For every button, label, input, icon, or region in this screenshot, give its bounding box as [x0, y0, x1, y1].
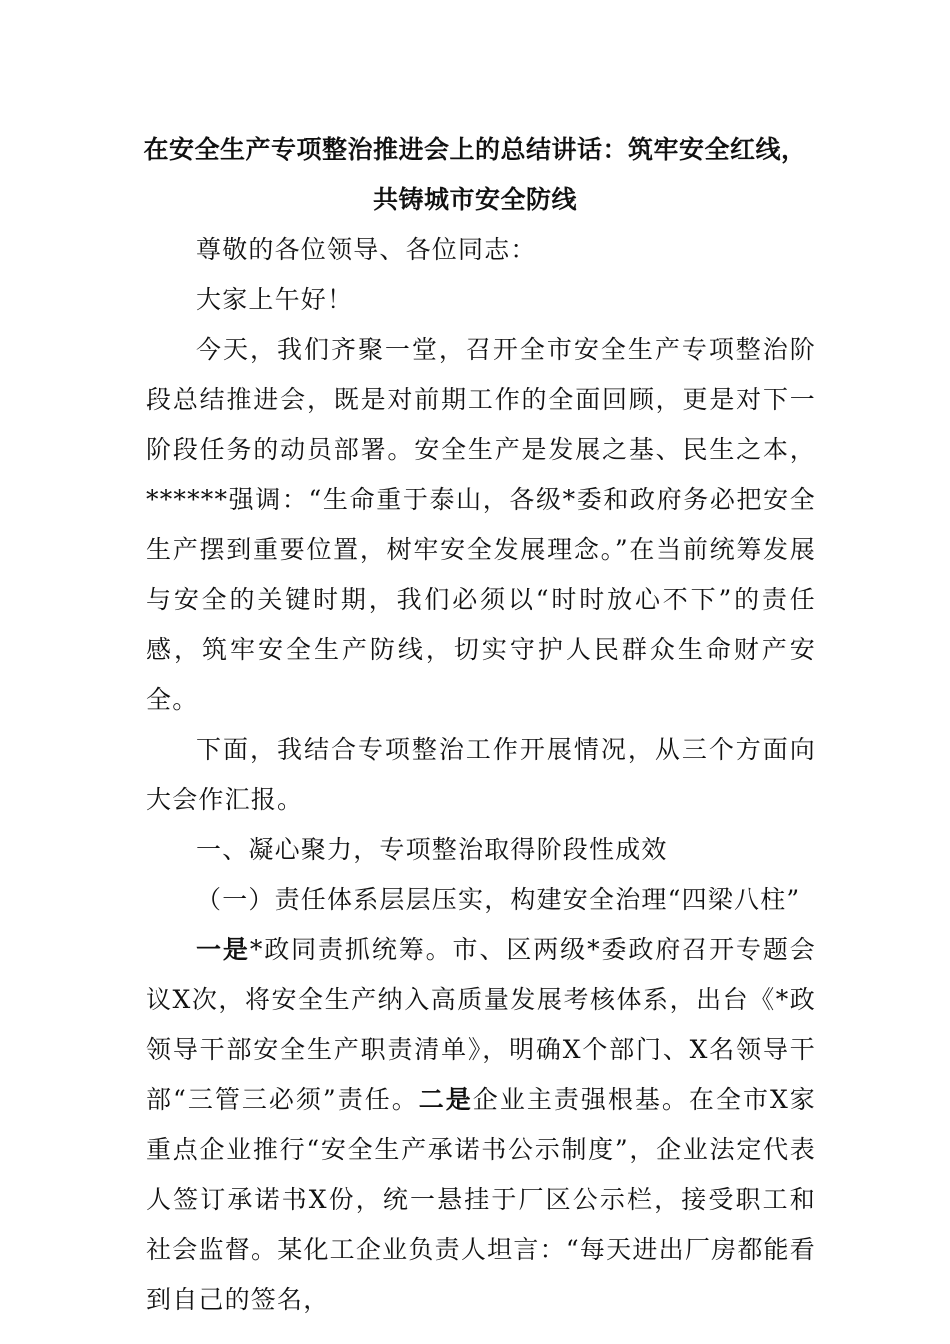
point-lead-2: 二是: [418, 1085, 473, 1114]
point-lead-1: 一是: [196, 935, 250, 964]
salutation: 尊敬的各位领导、各位同志：: [196, 235, 537, 264]
document-body: [146, 225, 816, 1325]
greeting: 大家上午好！: [196, 285, 354, 314]
outline-paragraph: 下面，我结合专项整治工作开展情况，从三个方面向大会作汇报。: [146, 735, 816, 814]
points-paragraph: [146, 925, 816, 1325]
subsection-heading-1-1: （一）责任体系层层压实，构建安全治理“四梁八柱”: [196, 885, 801, 914]
intro-paragraph: 今天，我们齐聚一堂，召开全市安全生产专项整治阶段总结推进会，既是对前期工作的全面回顾，更是对下一阶段任务的动员部署。安全生产是发展之基、民生之本，******强调：“生命重于泰山，各级*委和政府务必把安全生产摆到重要位置，树牢安全发展理念。”在当前统筹发展与安全的关键时期，我们必须以“时时放心不下”的责任感，筑牢安全生产防线，切实守护人民群众生命财产安全。: [146, 335, 816, 714]
document-title-line-2: 共铸城市安全防线: [372, 185, 577, 214]
section-heading-1: 一、凝心聚力，专项整治取得阶段性成效: [196, 835, 668, 864]
point-text-2: 企业主责强根基。在全市X家重点企业推行“安全生产承诺书公示制度”，企业法定代表人签订承诺书X份，统一悬挂于厂区公示栏，接受职工和社会监督。某化工企业负责人坦言：“每天进出厂房都能看到自己的签名，: [146, 1085, 816, 1314]
point-text-1: *政同责抓统筹。市、区两级*委政府召开专题会议X次，将安全生产纳入高质量发展考核体系，出台《*政领导干部安全生产职责清单》，明确X个部门、X名领导干部“三管三必须”责任。: [146, 935, 816, 1114]
document-title-line-1: 在安全生产专项整治推进会上的总结讲话：筑牢安全红线，: [143, 135, 807, 164]
